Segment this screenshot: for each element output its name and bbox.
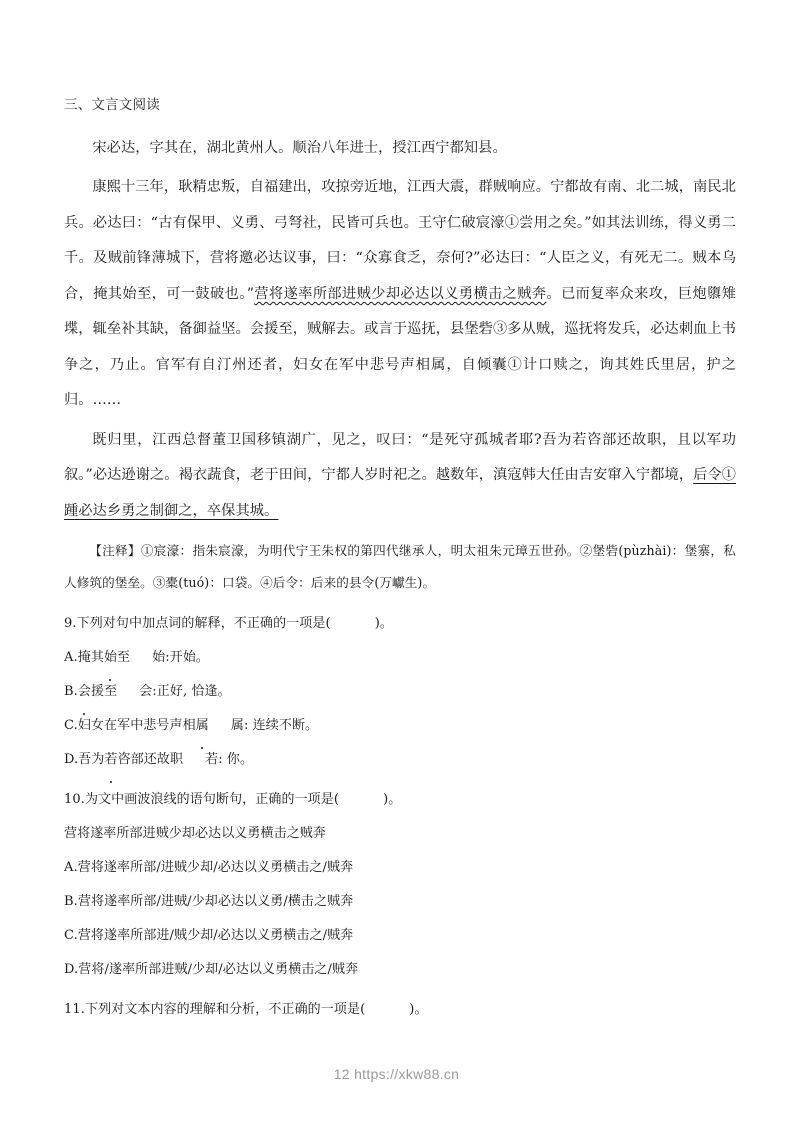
question-10-option-c[interactable] — [64, 919, 736, 953]
option-label: A. — [64, 860, 78, 876]
question-11-stem-text: 下列对文本内容的理解和分析，不正确的一项是( — [84, 1002, 366, 1018]
option-quote-pre: 吾为 — [78, 752, 105, 768]
page-footer-watermark: 12 https://xkw88.cn — [333, 1066, 460, 1082]
wavy-underlined-clause: 营将遂率所部进贼少却必达以义勇横击之贼奔 — [254, 285, 547, 302]
option-label: D. — [64, 962, 79, 978]
question-10-option-d[interactable] — [64, 953, 736, 987]
annotation-block: 【注释】①宸濠：指朱宸濠，为明代宁王朱权的第四代继承人，明太祖朱元璋五世孙。②堡砦(pùzhài)：堡寨，私人修筑的堡垒。③橐(tuó)：口袋。④后令：后来的县令(万巘生)。 — [64, 543, 736, 591]
option-label: B. — [64, 894, 78, 910]
question-11-stem — [64, 993, 736, 1027]
question-11-stem-tail: )。 — [409, 1002, 428, 1018]
question-10-stem-tail: )。 — [383, 792, 402, 808]
paragraph-segment-plain: 康熙十三年，耿精忠叛，自福建出，攻掠旁近地，江西大震，群贼响应。宁都故有南、北二城，南民北兵。必达曰：“古有保甲、义勇、弓弩社，民皆可兵也。王守仁破宸濠①尝用之矣。”如其法训练，得义勇二千。及贼前锋薄城下，营将邀必达议事，曰：“众寡食乏，奈何?”必达曰：“人臣之义，有死无二。贼本乌合，掩其始至，可一鼓破也。” — [64, 179, 736, 302]
question-10-option-a[interactable] — [64, 851, 736, 885]
paragraph-segment-plain-3: 既归里，江西总督董卫国移镇湖广，见之，叹曰：“是死守孤城者耶?吾为若咨部还故职，且以军功叙。”必达逊谢之。褐衣蔬食，老于田间，宁都人岁时祀之。越数年，滇寇韩大任由吉安窜入宁都境， — [64, 431, 736, 484]
option-text: 营将遂率所部进/贼少却/必达以义勇横击之/贼奔 — [77, 928, 354, 944]
question-10-stem-text: 为文中画波浪线的语句断句，正确的一项是( — [84, 792, 340, 808]
question-10-number: 10. — [64, 792, 85, 808]
option-keyword-dotted: 会 — [78, 675, 91, 709]
question-9-option-c[interactable] — [64, 709, 736, 743]
option-label: C. — [64, 928, 78, 944]
option-quote-pre: 妇女在军中悲号声相 — [77, 718, 196, 734]
option-label: D. — [64, 752, 79, 768]
option-quote-pre: 掩其 — [77, 650, 104, 666]
question-10-quote: 营将遂率所部进贼少却必达以义勇横击之贼奔 — [64, 826, 327, 842]
question-10-option-b[interactable] — [64, 885, 736, 919]
option-label: A. — [64, 650, 78, 666]
option-gloss: 属: 连续不断。 — [230, 718, 319, 734]
option-quote-post: 援至 — [91, 684, 118, 700]
paragraph-retirement — [64, 423, 736, 530]
question-10-stem — [64, 783, 736, 817]
option-keyword-dotted: 始 — [104, 641, 117, 675]
paragraph-segment-plain-2: 。已而复率众来攻，巨炮隳雉堞，辄垒补其缺，备御益坚。会援至，贼解去。或言于巡抚，县堡砦③多从贼，巡抚将发兵，必达刺血上书争之，乃止。官军有自汀州还者，妇女在军中悲号声相属，自倾囊①计口赎之，询其姓氏里居，护之归。…… — [64, 285, 736, 409]
question-11-number: 11. — [64, 1002, 85, 1018]
option-quote-post: 至 — [117, 650, 131, 666]
option-label: B. — [64, 684, 78, 700]
option-label: C. — [64, 718, 78, 734]
question-9-stem-tail: )。 — [374, 616, 393, 632]
option-gloss: 始:开始。 — [152, 650, 210, 666]
section-heading: 三、文言文阅读 — [64, 97, 160, 113]
option-text: 营将遂率所部/进贼少却/必达以义勇横击之/贼奔 — [77, 860, 354, 876]
underlined-clause: 后令①踵必达乡勇之制御之，卒保其城。 — [64, 467, 736, 519]
question-9-option-a[interactable] — [64, 641, 736, 675]
option-gloss: 会:正好, 恰逢。 — [139, 684, 231, 700]
option-keyword-dotted: 若 — [105, 743, 118, 777]
question-9-stem — [64, 607, 736, 641]
option-keyword-dotted: 属 — [196, 709, 209, 743]
paragraph-biography-intro: 宋必达，字其在，湖北黄州人。顺治八年进士，授江西宁都知县。 — [92, 139, 507, 156]
question-9-option-d[interactable] — [64, 743, 736, 777]
document-content — [64, 96, 736, 1027]
paragraph-kangxi-siege — [64, 170, 736, 419]
option-text: 营将/遂率所部进贼/少却/必达以义勇横击之/贼奔 — [78, 962, 359, 978]
option-quote-post: 咨部还故职 — [117, 752, 184, 768]
option-text: 营将遂率所部/进贼/少却必达以义勇/横击之贼奔 — [77, 894, 354, 910]
question-9-stem-text: 下列对句中加点词的解释，不正确的一项是( — [76, 616, 331, 632]
question-9-option-b[interactable] — [64, 675, 736, 709]
option-gloss: 若: 你。 — [205, 752, 254, 768]
question-9-number: 9. — [64, 616, 77, 632]
